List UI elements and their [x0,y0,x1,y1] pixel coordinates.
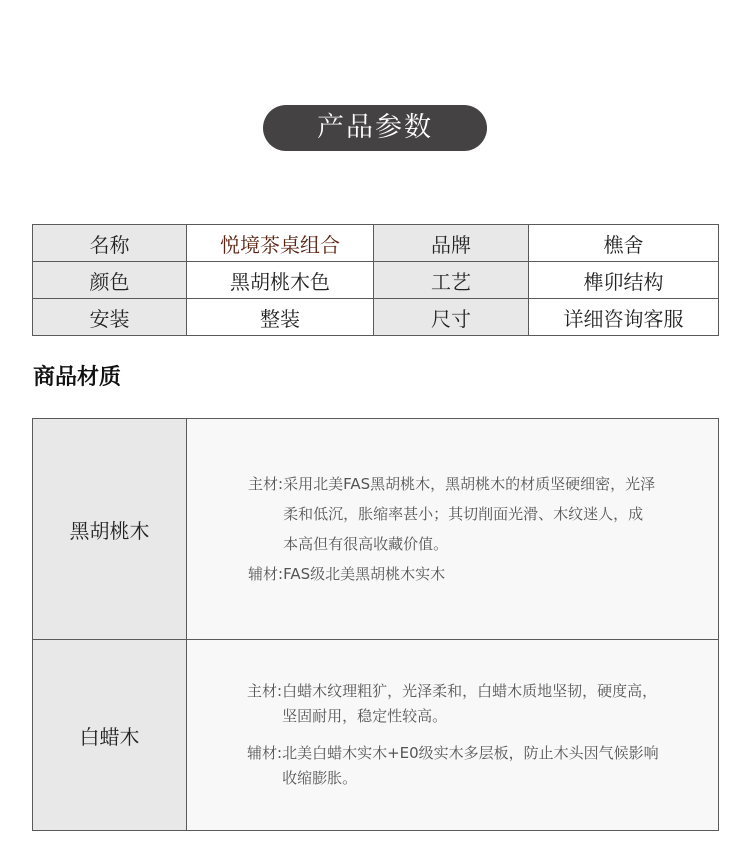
param-value-install: 整装 [187,299,374,336]
param-label-install: 安装 [33,299,187,336]
materials-section-title: 商品材质 [33,365,122,390]
param-value-craft: 榫卯结构 [529,262,719,299]
param-value-name: 悦境茶桌组合 [187,225,374,262]
material-desc-ash [187,640,719,831]
table-row [33,225,719,262]
param-label-name: 名称 [33,225,187,262]
param-value-color: 黑胡桃木色 [187,262,374,299]
main-material-label: 主材: [247,682,283,700]
aux-material-label: 辅材: [247,744,283,762]
material-name-walnut: 黑胡桃木 [33,419,187,640]
table-row [33,262,719,299]
table-row [33,299,719,336]
materials-table [32,418,719,831]
param-value-size: 详细咨询客服 [529,299,719,336]
param-label-brand: 品牌 [374,225,529,262]
main-material-label: 主材: [248,475,284,493]
param-value-brand: 樵舍 [529,225,719,262]
main-material-text: 白蜡木纹理粗犷，光泽柔和，白蜡木质地坚韧，硬度高，坚固耐用，稳定性较高。 [282,682,658,725]
param-label-size: 尺寸 [374,299,529,336]
aux-material-label: 辅材: [248,565,284,583]
aux-material-text: FAS级北美黑胡桃木实木 [283,565,446,583]
param-label-color: 颜色 [33,262,187,299]
main-material-text: 采用北美FAS黑胡桃木，黑胡桃木的材质坚硬细密，光泽柔和低沉，胀缩率甚小；其切削面光滑、木纹迷人，成本高但有很高收藏价值。 [283,475,656,553]
product-params-table [32,224,719,336]
material-desc-walnut [187,419,719,640]
material-name-ash: 白蜡木 [33,640,187,831]
table-row [33,419,719,640]
aux-material-text: 北美白蜡木实木+E0级实木多层板，防止木头因气候影响收缩膨胀。 [282,744,659,787]
param-label-craft: 工艺 [374,262,529,299]
page-title: 产品参数 [263,105,487,151]
table-row [33,640,719,831]
